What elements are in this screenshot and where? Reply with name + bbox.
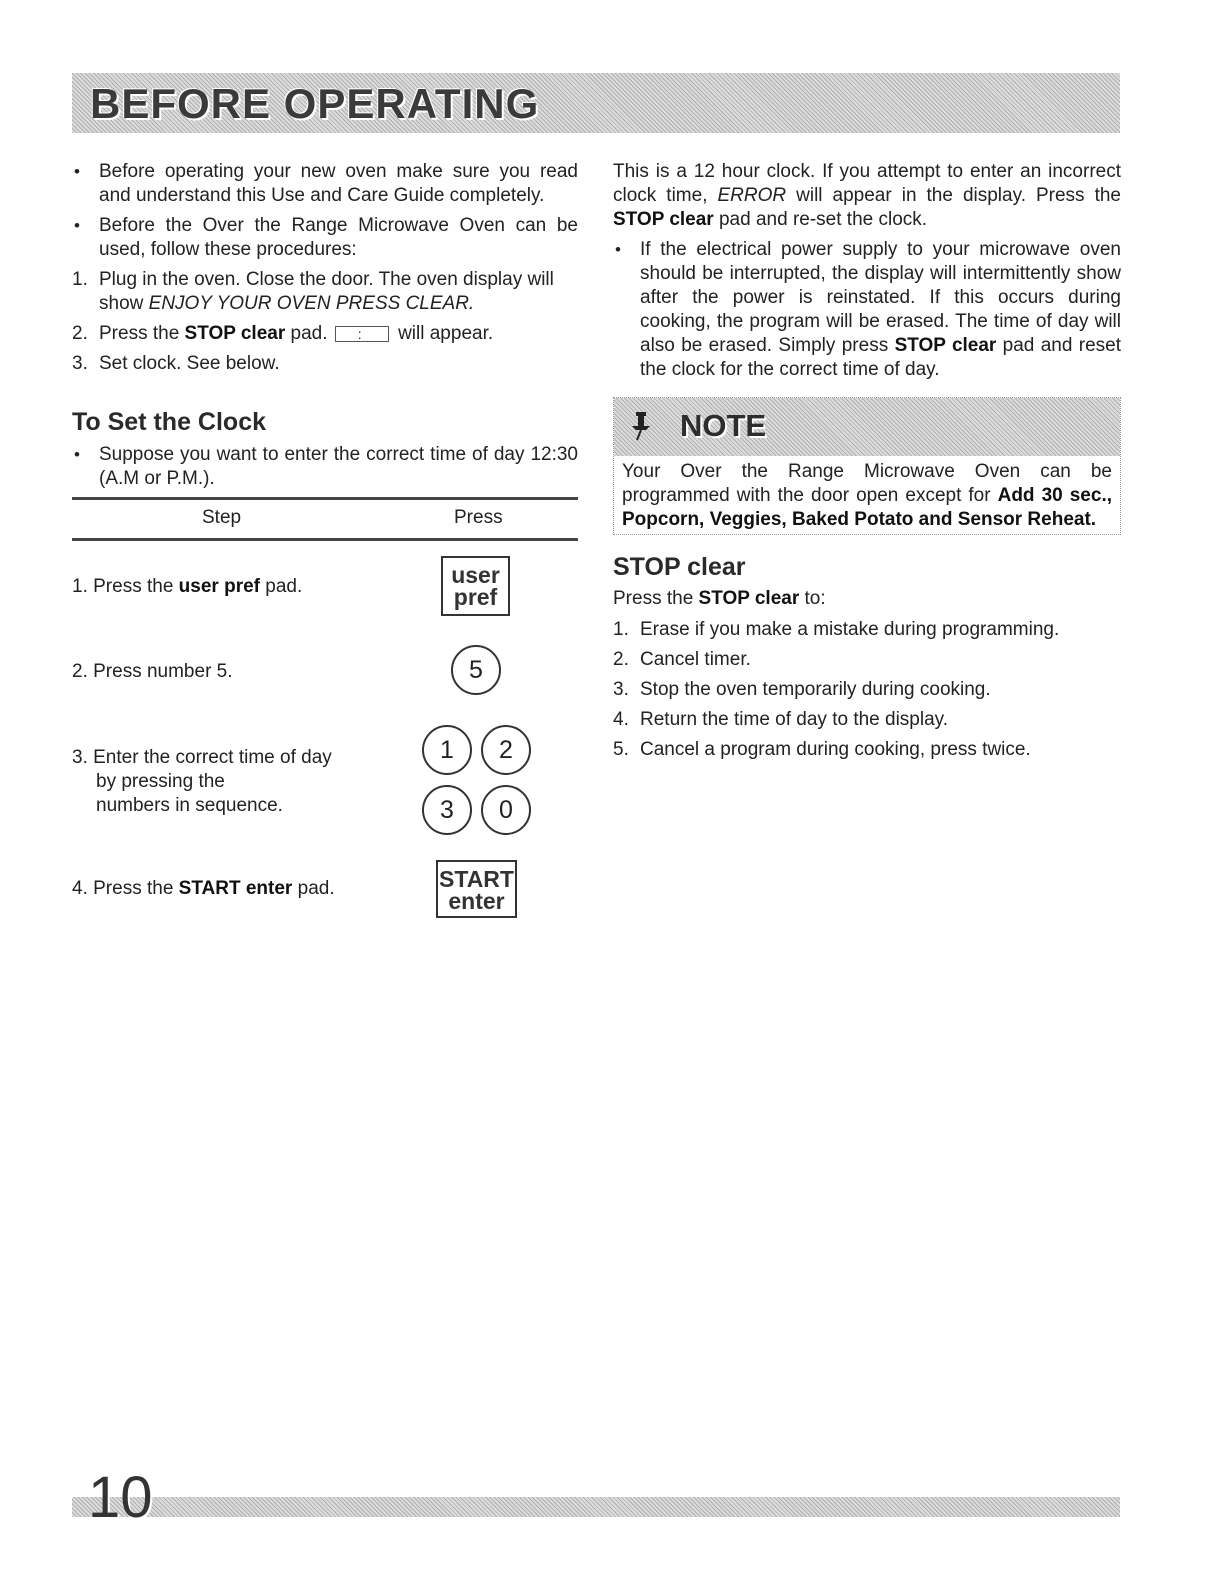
intro-text: Press the (613, 588, 699, 609)
bullet-item: • Suppose you want to enter the correct time of day 12:30 (A.M or P.M.). (72, 443, 578, 491)
step-text: 3. Enter the correct time of day (72, 747, 332, 768)
paragraph-text: pad and re-set the clock. (713, 209, 928, 230)
stop-clear-label: STOP clear (894, 335, 997, 356)
clock-info-paragraph (613, 160, 1121, 232)
stop-clear-label: STOP clear (184, 323, 286, 344)
list-item (613, 678, 1121, 702)
user-pref-label: user pref (178, 576, 260, 597)
number-2-key-icon: 2 (481, 725, 531, 775)
user-pref-pad-icon (441, 556, 510, 616)
paragraph-text: will appear in the display. Press the (786, 185, 1121, 206)
step-text: 4. Press the (72, 878, 179, 899)
setup-steps (72, 268, 578, 376)
step-text: by pressing the (96, 771, 225, 792)
clock-display-icon (335, 326, 389, 342)
note-body (622, 460, 1112, 532)
step-number: 1. (72, 269, 88, 290)
bullet-item (613, 238, 1121, 382)
step-text: Plug in the oven. Close the door. The oven display will show (99, 269, 554, 314)
left-column (72, 160, 578, 382)
stop-clear-intro (613, 587, 826, 611)
number-0-key-icon: 0 (481, 785, 531, 835)
footer-band (72, 1497, 1120, 1517)
clock-step-4 (72, 877, 392, 901)
item-text: Erase if you make a mistake during programming. (640, 619, 1060, 640)
stop-clear-label: STOP clear (698, 588, 800, 609)
intro-bullets (72, 160, 578, 262)
power-bullets (613, 238, 1121, 382)
item-text: Cancel a program during cooking, press twice. (640, 739, 1031, 760)
bullet-item: • Before operating your new oven make sure you read and understand this Use and Care Guide completely. (72, 160, 578, 208)
clock-step-1 (72, 575, 392, 599)
step-text: Press the (99, 323, 185, 344)
pad-label: pref (453, 584, 498, 610)
step-number: 3. (72, 353, 88, 374)
right-column (613, 160, 1121, 388)
step-text: pad. (285, 323, 328, 344)
clock-intro (72, 443, 578, 497)
setup-step-3 (72, 352, 578, 376)
step-text: Set clock. See below. (99, 353, 280, 374)
number-5-key-icon: 5 (451, 645, 501, 695)
pad-label: user (451, 562, 500, 588)
note-banner (614, 398, 1120, 456)
error-message: ERROR (717, 185, 787, 206)
bullet-text: If the electrical power supply to your microwave oven should be interrupted, the display will intermittently show after the power is reinstated. If this occurs during cooking, the program will be erased. The time of day will also be erased. Simply press (640, 239, 1121, 356)
step-text: pad. (292, 878, 335, 899)
item-text: Stop the oven temporarily during cooking. (640, 679, 991, 700)
step-text: pad. (259, 576, 303, 597)
table-top-rule (72, 497, 578, 500)
clock-step-2: 2. Press number 5. (72, 661, 233, 682)
page-number: 10 (88, 1465, 153, 1530)
item-number: 5. (613, 739, 629, 760)
number-3-key-icon: 3 (422, 785, 472, 835)
column-header-press: Press (454, 507, 503, 528)
display-message: ENJOY YOUR OVEN PRESS CLEAR. (148, 293, 475, 314)
list-item (613, 738, 1121, 762)
item-number: 2. (613, 649, 629, 670)
setup-step-1 (72, 268, 578, 316)
note-exceptions: Add 30 sec., Popcorn, Veggies, Baked Potato and Sensor Reheat. (622, 485, 1113, 530)
table-header (72, 506, 578, 534)
item-number: 3. (613, 679, 629, 700)
bullet-text: pad and reset the clock for the correct time of day. (640, 335, 1121, 380)
step-text: 1. Press the (72, 576, 179, 597)
list-item (613, 618, 1121, 642)
list-item (613, 648, 1121, 672)
clock-section-heading: To Set the Clock (72, 408, 267, 436)
step-number: 2. (72, 323, 88, 344)
intro-text: to: (799, 588, 826, 609)
setup-step-2 (72, 322, 578, 346)
start-enter-label: START enter (178, 878, 293, 899)
item-text: Cancel timer. (640, 649, 751, 670)
table-header-rule (72, 538, 578, 541)
pushpin-icon (628, 411, 654, 441)
column-header-step: Step (202, 507, 242, 528)
pad-label: START (439, 866, 514, 892)
stop-clear-label: STOP clear (613, 209, 714, 230)
header-banner (72, 73, 1120, 133)
item-number: 1. (613, 619, 629, 640)
stop-clear-list (613, 618, 1121, 768)
clock-step-3 (72, 746, 392, 818)
note-title: NOTE (680, 408, 767, 443)
stop-clear-heading: STOP clear (613, 553, 746, 581)
list-item (613, 708, 1121, 732)
step-text: will appear. (392, 323, 494, 344)
step-text: numbers in sequence. (96, 795, 283, 816)
number-1-key-icon: 1 (422, 725, 472, 775)
paragraph-text: This is a 12 hour clock. If you attempt to enter an incorrect clock time, (613, 161, 1121, 206)
start-enter-pad-icon (436, 860, 517, 918)
item-text: Return the time of day to the display. (640, 709, 949, 730)
bullet-item: • Before the Over the Range Microwave Oven can be used, follow these procedures: (72, 214, 578, 262)
item-number: 4. (613, 709, 629, 730)
page-title: BEFORE OPERATING (90, 80, 540, 127)
pad-label: enter (448, 888, 505, 914)
note-box (613, 397, 1121, 535)
note-text: Your Over the Range Microwave Oven can be programmed with the door open except for (622, 461, 1112, 506)
